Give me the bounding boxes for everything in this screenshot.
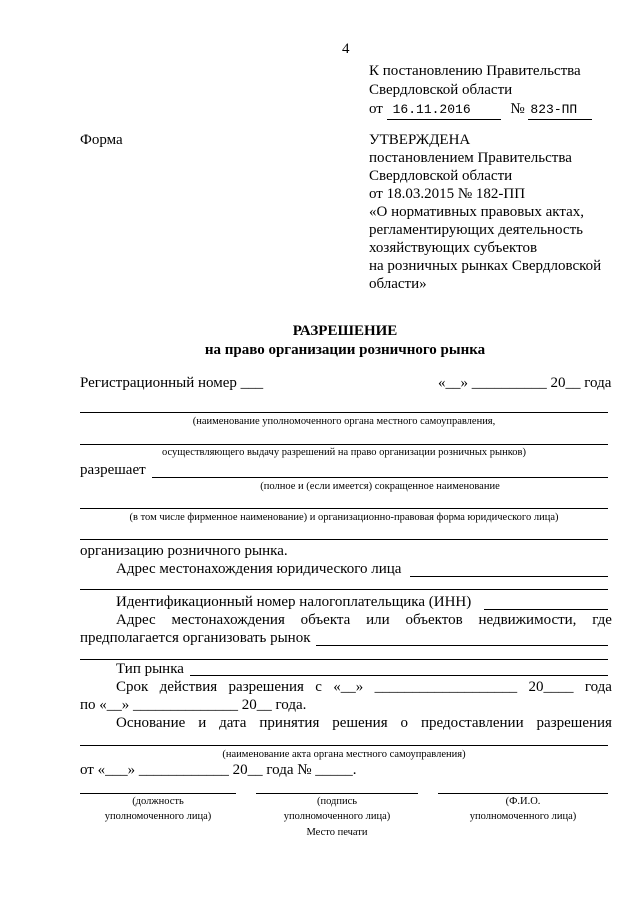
objects-address-word: объекта (300, 612, 351, 628)
objects-address-word: где (592, 612, 612, 628)
legal-address-line (410, 576, 608, 577)
market-type-line (190, 675, 608, 676)
approved-line: от 18.03.2015 № 182-ПП (369, 186, 526, 202)
basis-word: дата (219, 715, 247, 731)
signature-sign-line (256, 793, 418, 794)
stamp-place: Место печати (306, 827, 368, 838)
validity-row (116, 678, 612, 696)
signature-name-caption-2: уполномоченного лица) (469, 811, 577, 822)
basis-word: разрешения (536, 715, 612, 731)
basis-word: решения (332, 715, 388, 731)
basis-line (80, 745, 608, 746)
org-form-caption: (в том числе фирменное наименование) и организационно-правовая форма юридического лица) (129, 512, 559, 523)
validity-word: ___________________ (374, 679, 518, 695)
allows-label: разрешает (80, 462, 146, 478)
objects-address-word: объектов (405, 612, 463, 628)
approved-line: «О нормативных правовых актах, (369, 204, 585, 220)
allows-line (152, 477, 608, 478)
signature-position-line (80, 793, 236, 794)
appendix-from-prefix: от (369, 101, 383, 117)
objects-address-fill (316, 645, 608, 646)
validity-line2: по «__» ______________ 20__ года. (80, 697, 307, 713)
approved-line: области» (369, 276, 427, 292)
validity-word: с (315, 679, 322, 695)
signature-position-caption-2: уполномоченного лица) (104, 811, 212, 822)
basis-date-line: от «___» ____________ 20__ года № _____. (80, 762, 357, 778)
objects-address-word: местонахождения (171, 612, 285, 628)
authority-caption-2: осуществляющего выдачу разрешений на право организации розничных рынков) (162, 447, 526, 458)
appendix-number: 823-ПП (528, 101, 592, 120)
org-name-line (80, 508, 608, 509)
validity-word: действия (159, 679, 218, 695)
document-subtitle: на право организации розничного рынка (204, 342, 486, 358)
validity-word: 20____ (528, 679, 574, 695)
approved-line: хозяйствующих субъектов (369, 240, 538, 256)
authority-line-1 (80, 412, 608, 413)
signature-name-line (438, 793, 608, 794)
document-title: РАЗРЕШЕНИЕ (292, 323, 398, 339)
basis-row (116, 714, 612, 732)
page-number: 4 (342, 41, 350, 57)
appendix-date: 16.11.2016 (387, 101, 501, 120)
objects-address-row (116, 611, 612, 629)
appendix-date-line (369, 100, 592, 120)
signature-sign-caption-2: уполномоченного лица) (283, 811, 391, 822)
org-form-line (80, 539, 608, 540)
objects-address-word: Адрес (116, 612, 156, 628)
approved-title: УТВЕРЖДЕНА (369, 132, 471, 148)
validity-word: разрешения (228, 679, 304, 695)
registration-number: Регистрационный номер ___ (80, 375, 264, 391)
basis-word: принятия (259, 715, 320, 731)
legal-address-label: Адрес местонахождения юридического лица (116, 561, 402, 577)
basis-word: предоставлении (420, 715, 524, 731)
registration-date: «__» __________ 20__ года (438, 375, 612, 391)
validity-word: «__» (333, 679, 364, 695)
approved-line: постановлением Правительства (369, 150, 572, 166)
legal-address-line-2 (80, 589, 608, 590)
objects-address-word: или (366, 612, 390, 628)
approved-line: регламентирующих деятельность (369, 222, 583, 238)
signature-name-caption-1: (Ф.И.О. (505, 796, 541, 807)
authority-caption-1: (наименование уполномоченного органа местного самоуправления, (192, 416, 496, 427)
market-type-label: Тип рынка (116, 661, 184, 677)
objects-address-line2: предполагается организовать рынок (80, 630, 311, 646)
approved-line: Свердловской области (369, 168, 513, 184)
approved-line: на розничных рынках Свердловской (369, 258, 602, 274)
signature-position-caption-1: (должность (132, 796, 184, 807)
authority-line-2 (80, 444, 608, 445)
validity-word: года (584, 679, 612, 695)
basis-word: Основание (116, 715, 186, 731)
appendix-number-prefix: № (510, 101, 525, 117)
inn-label: Идентификационный номер налогоплательщика (ИНН) (116, 594, 472, 610)
org-name-caption: (полное и (если имеется) сокращенное наименование (260, 481, 500, 492)
signature-sign-caption-1: (подпись (316, 796, 358, 807)
form-label: Форма (80, 132, 123, 148)
objects-address-word: недвижимости, (478, 612, 577, 628)
basis-word: о (400, 715, 409, 731)
basis-word: и (198, 715, 207, 731)
inn-line (484, 609, 608, 610)
basis-caption: (наименование акта органа местного самоуправления) (222, 749, 466, 760)
appendix-line-1: К постановлению Правительства (369, 63, 581, 79)
appendix-line-2: Свердловской области (369, 82, 513, 98)
validity-word: Срок (116, 679, 149, 695)
org-market-text: организацию розничного рынка. (80, 543, 288, 559)
